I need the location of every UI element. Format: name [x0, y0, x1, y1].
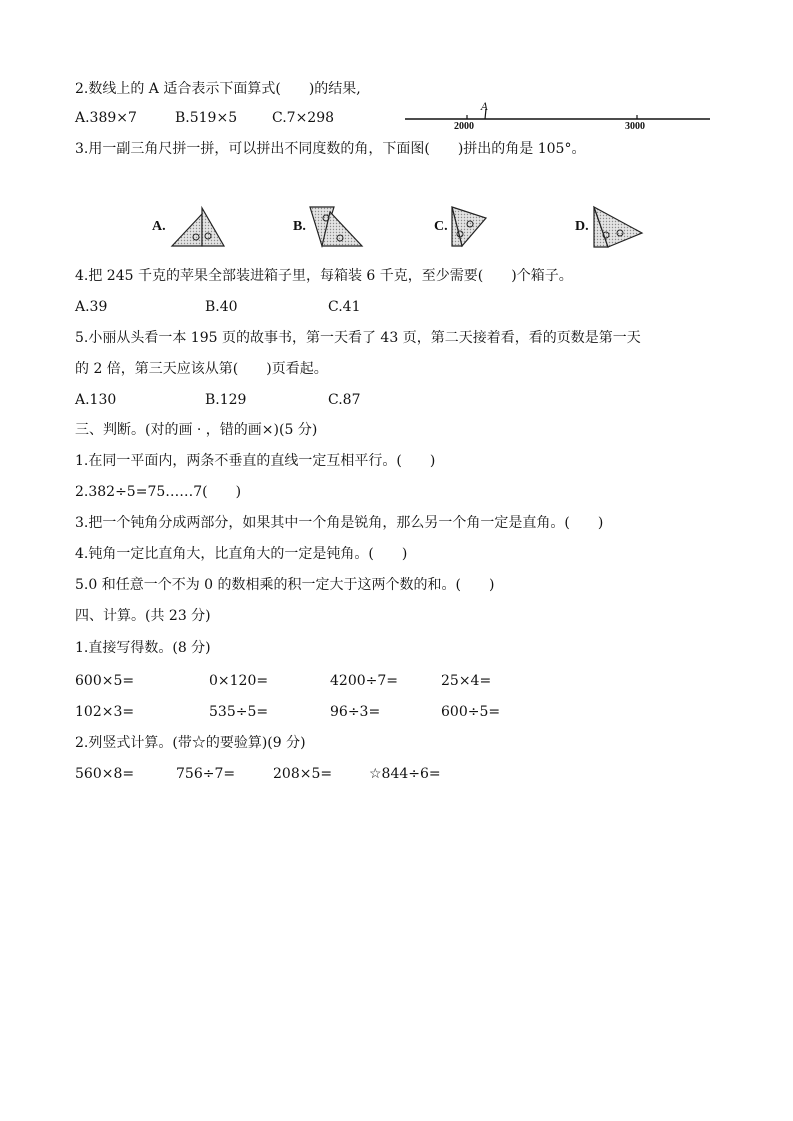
q5-option-c: C.87	[328, 392, 361, 408]
q5-stem-line1: 5.小丽从头看一本 195 页的故事书，第一天看了 43 页，第二天接着看，看的页数是第一天	[75, 330, 641, 346]
section4-title: 四、计算。(共 23 分)	[75, 608, 211, 624]
figure-b-label: B.	[293, 219, 306, 234]
q3-stem: 3.用一副三角尺拼一拼，可以拼出不同度数的角，下面图( )拼出的角是 105°。	[75, 141, 586, 157]
vertical-calc-3: 208×5=	[273, 766, 333, 782]
q5-option-a: A.130	[75, 392, 117, 408]
figure-c-label: C.	[434, 219, 448, 234]
q4-stem: 4.把 245 千克的苹果全部装进箱子里，每箱装 6 千克，至少需要( )个箱子。	[75, 268, 573, 284]
numberline-point-label: A	[481, 102, 489, 113]
figure-d-label: D.	[575, 219, 589, 234]
judge-item-3: 3.把一个钝角分成两部分，如果其中一个角是锐角，那么另一个角一定是直角。( )	[75, 515, 604, 531]
numberline-tick-3000: 3000	[625, 121, 645, 132]
oral-calc-5: 102×3=	[75, 704, 135, 720]
figure-c-triangles	[448, 204, 492, 250]
vertical-calc-4: ☆844÷6=	[369, 766, 441, 782]
q2-stem: 2.数线上的 A 适合表示下面算式( )的结果,	[75, 81, 361, 97]
judge-item-4: 4.钝角一定比直角大，比直角大的一定是钝角。( )	[75, 546, 408, 562]
q4-option-a: A.39	[75, 299, 108, 315]
q2-option-a: A.389×7	[75, 110, 137, 126]
oral-calc-2: 0×120=	[209, 673, 269, 689]
section3-title: 三、判断。(对的画 · ，错的画×)(5 分)	[75, 422, 318, 438]
calc-sub1-title: 1.直接写得数。(8 分)	[75, 640, 211, 656]
judge-item-5: 5.0 和任意一个不为 0 的数相乘的积一定大于这两个数的和。( )	[75, 577, 495, 593]
vertical-calc-2: 756÷7=	[176, 766, 236, 782]
oral-calc-8: 600÷5=	[441, 704, 501, 720]
figure-b-triangles	[308, 204, 368, 248]
figure-a-triangles	[168, 206, 228, 248]
vertical-calc-1: 560×8=	[75, 766, 135, 782]
oral-calc-1: 600×5=	[75, 673, 135, 689]
judge-item-2: 2.382÷5=75……7( )	[75, 484, 242, 500]
figure-d-triangles	[590, 205, 646, 249]
oral-calc-3: 4200÷7=	[330, 673, 398, 689]
numberline-tick-2000: 2000	[454, 121, 474, 132]
judge-item-1: 1.在同一平面内，两条不垂直的直线一定互相平行。( )	[75, 453, 436, 469]
number-line	[405, 106, 715, 136]
oral-calc-6: 535÷5=	[209, 704, 269, 720]
q4-option-c: C.41	[328, 299, 361, 315]
oral-calc-7: 96÷3=	[330, 704, 381, 720]
q2-option-b: B.519×5	[175, 110, 238, 126]
q5-stem-line2: 的 2 倍，第三天应该从第( )页看起。	[75, 361, 328, 377]
oral-calc-4: 25×4=	[441, 673, 492, 689]
q2-option-c: C.7×298	[272, 110, 335, 126]
figure-a-label: A.	[152, 219, 166, 234]
calc-sub2-title: 2.列竖式计算。(带☆的要验算)(9 分)	[75, 735, 306, 751]
q5-option-b: B.129	[205, 392, 247, 408]
q4-option-b: B.40	[205, 299, 238, 315]
